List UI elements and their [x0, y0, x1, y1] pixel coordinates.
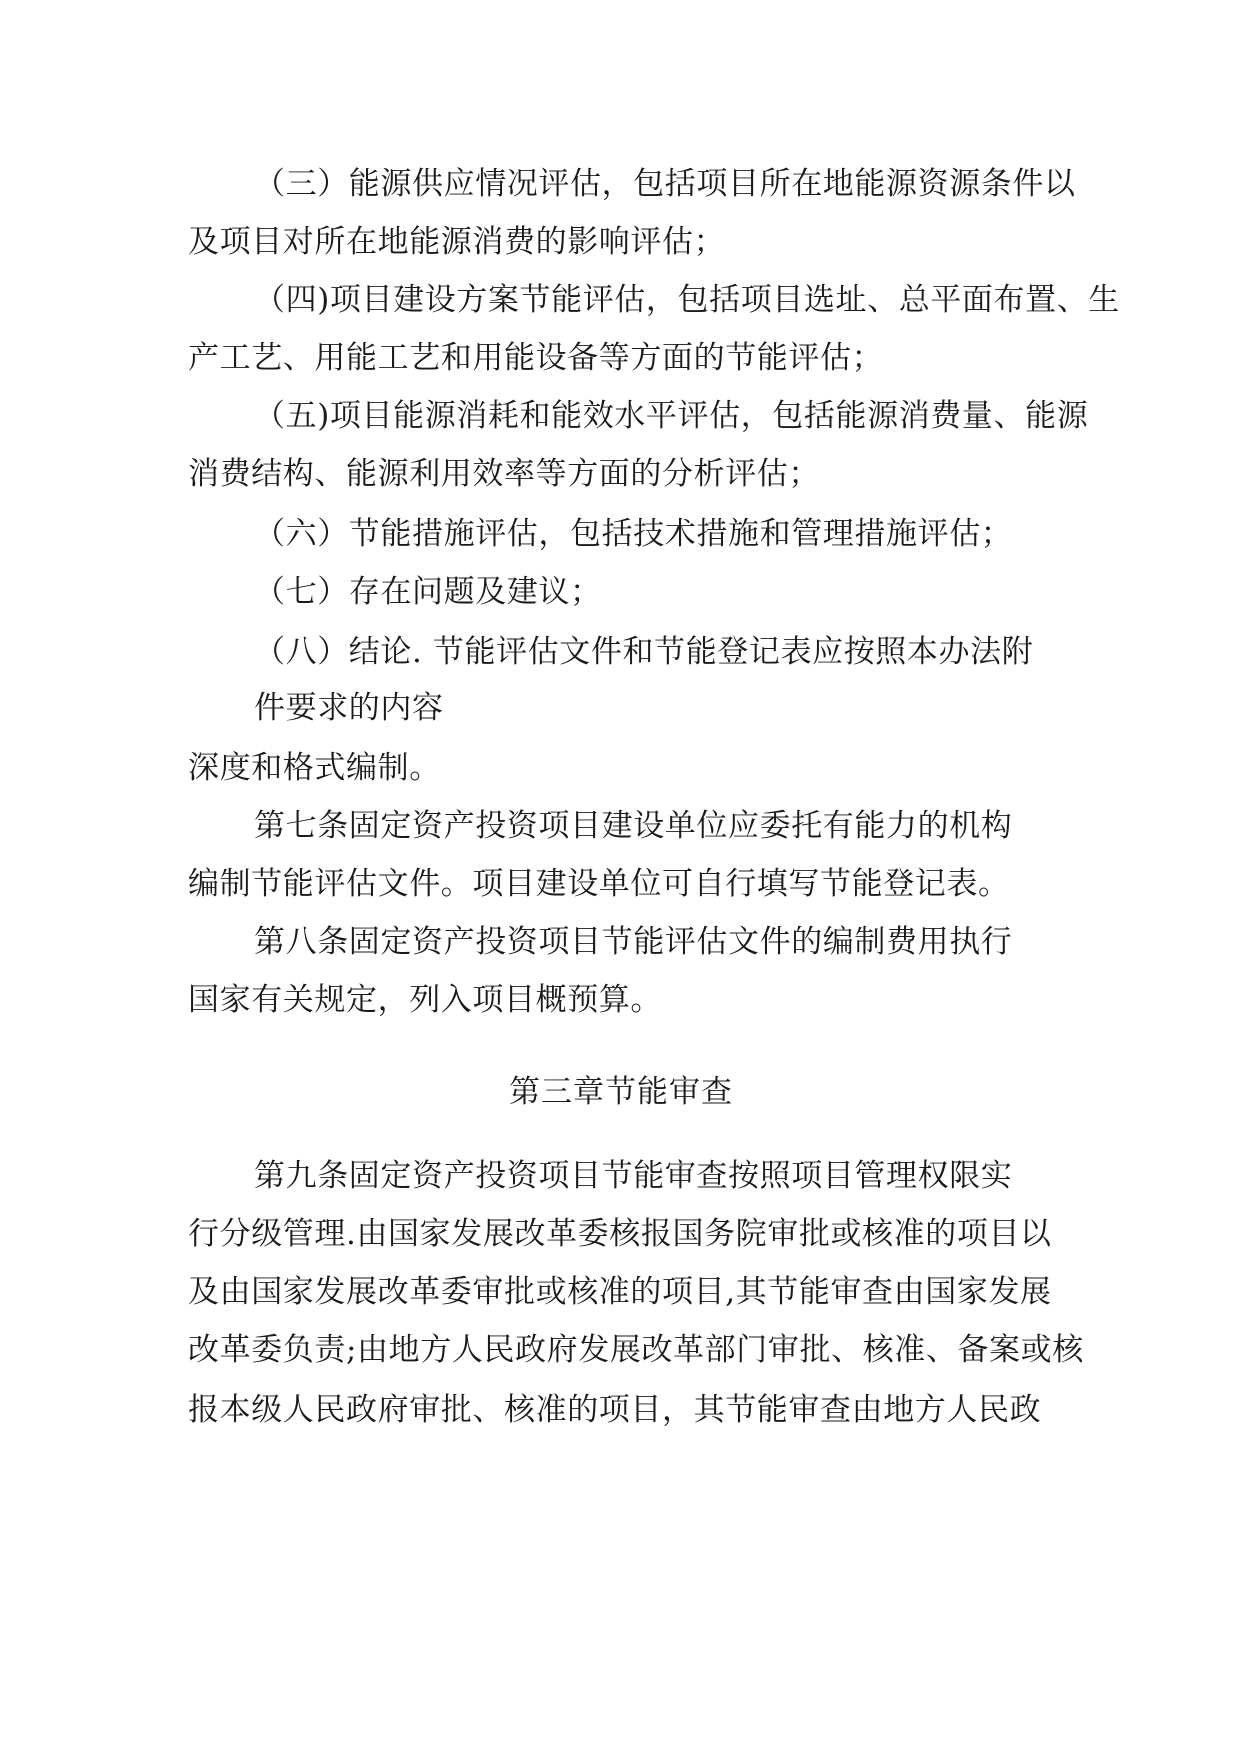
chapter-heading: 第三章节能审查 [509, 1074, 733, 1110]
paragraph-line: （六）节能措施评估，包括技术措施和管理措施评估； [254, 516, 1013, 552]
paragraph-line: 及项目对所在地能源消费的影响评估； [188, 224, 726, 260]
paragraph-line: 件要求的内容 [254, 690, 444, 726]
paragraph-line: （三）能源供应情况评估，包括项目所在地能源资源条件以 [254, 166, 1076, 202]
paragraph-line: （四)项目建设方案节能评估，包括项目选址、总平面布置、生 [254, 282, 1120, 318]
paragraph-line: （七）存在问题及建议； [254, 574, 602, 610]
paragraph-line: 改革委负责;由地方人民政府发展改革部门审批、核准、备案或核 [188, 1332, 1084, 1368]
paragraph-line: 第七条固定资产投资项目建设单位应委托有能力的机构 [254, 808, 1013, 844]
paragraph-line: 第八条固定资产投资项目节能评估文件的编制费用执行 [254, 924, 1013, 960]
paragraph-line: 消费结构、能源利用效率等方面的分析评估； [188, 456, 820, 492]
paragraph-line: 深度和格式编制。 [188, 750, 441, 786]
paragraph-line: （五)项目能源消耗和能效水平评估，包括能源消费量、能源 [254, 398, 1089, 434]
paragraph-line: （八）结论. 节能评估文件和节能登记表应按照本办法附 [254, 634, 1034, 670]
paragraph-line: 及由国家发展改革委审批或核准的项目,其节能审查由国家发展 [188, 1274, 1052, 1310]
paragraph-line: 国家有关规定，列入项目概预算。 [188, 982, 662, 1018]
paragraph-line: 第九条固定资产投资项目节能审查按照项目管理权限实 [254, 1158, 1013, 1194]
paragraph-line: 产工艺、用能工艺和用能设备等方面的节能评估； [188, 340, 884, 376]
paragraph-line: 编制节能评估文件。项目建设单位可自行填写节能登记表。 [188, 866, 1010, 902]
paragraph-line: 报本级人民政府审批、核准的项目，其节能审查由地方人民政 [188, 1392, 1042, 1428]
paragraph-line: 行分级管理.由国家发展改革委核报国务院审批或核准的项目以 [188, 1216, 1052, 1252]
